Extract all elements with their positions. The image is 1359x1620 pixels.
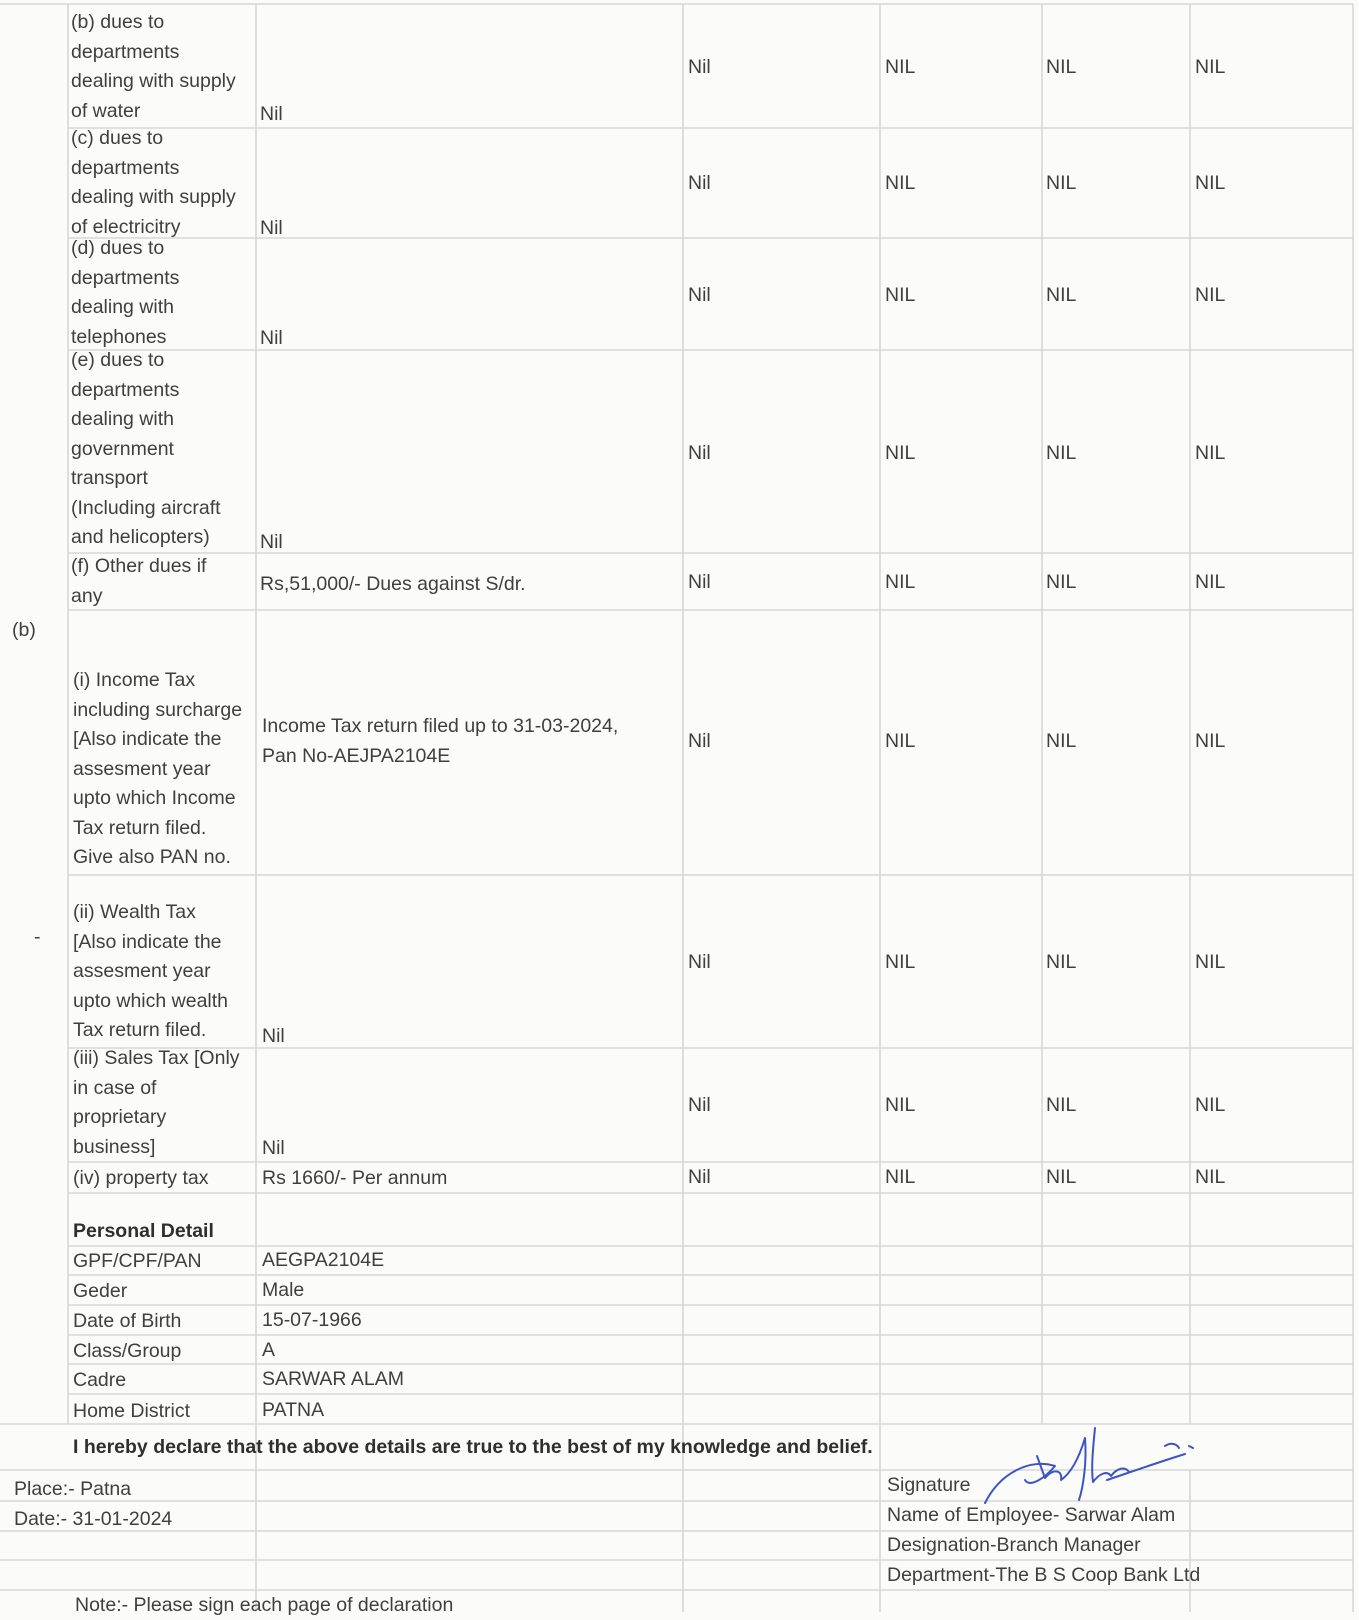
personal-value-gender: Male [262, 1279, 305, 1301]
date: Date:- 31-01-2024 [14, 1508, 173, 1530]
personal-label-pan: GPF/CPF/PAN [73, 1250, 202, 1272]
personal-label-district: Home District [73, 1400, 191, 1422]
row-cell-transport-c3: Nil [688, 442, 711, 464]
personal-label-cadre: Cadre [73, 1369, 127, 1391]
row-cell-electricity-c4: NIL [885, 172, 916, 194]
row-cell-telephones-c4: NIL [885, 284, 916, 306]
row-cell-electricity-c5: NIL [1046, 172, 1077, 194]
row-cell-water-c3: Nil [688, 56, 711, 78]
row-cell-wealth-tax-c5: NIL [1046, 951, 1077, 973]
row-cell-telephones-c6: NIL [1195, 284, 1226, 306]
personal-label-dob: Date of Birth [73, 1310, 182, 1332]
row-cell-wealth-tax-c3: Nil [688, 951, 711, 973]
row-cell-water-c5: NIL [1046, 56, 1077, 78]
signature-scribble [975, 1418, 1215, 1518]
personal-value-dob: 15-07-1966 [262, 1309, 362, 1331]
footer-note: Note:- Please sign each page of declaration [75, 1594, 454, 1616]
row-cell-telephones-c5: NIL [1046, 284, 1077, 306]
row-label-telephones: (d) dues to departments dealing with telephones [71, 237, 180, 348]
personal-detail-heading: Personal Detail [73, 1220, 214, 1242]
row-cell-income-tax-c3: Nil [688, 730, 711, 752]
row-cell-sales-tax-c3: Nil [688, 1094, 711, 1116]
row-cell-water-c6: NIL [1195, 56, 1226, 78]
row-cell-property-tax-c5: NIL [1046, 1166, 1077, 1188]
row-details-telephones: Nil [260, 327, 283, 349]
row-label-property-tax: (iv) property tax [73, 1167, 209, 1189]
row-details-water: Nil [260, 103, 283, 125]
personal-label-gender: Geder [73, 1280, 128, 1302]
row-details-income-tax: Income Tax return filed up to 31-03-2024, Pan No-AEJPA2104E [262, 715, 619, 767]
row-cell-property-tax-c4: NIL [885, 1166, 916, 1188]
signature-label: Signature [887, 1474, 971, 1496]
row-cell-telephones-c3: Nil [688, 284, 711, 306]
row-label-water: (b) dues to departments dealing with supply of water [71, 11, 236, 122]
row-cell-income-tax-c4: NIL [885, 730, 916, 752]
row-cell-other-c5: NIL [1046, 571, 1077, 593]
row-label-income-tax: (i) Income Tax including surcharge [Also indicate the assesment year upto which Income Tax return filed. Give also PAN no. [73, 669, 243, 868]
place: Place:- Patna [14, 1478, 132, 1500]
row-details-transport: Nil [260, 531, 283, 553]
designation: Designation-Branch Manager [887, 1534, 1141, 1556]
personal-value-class: A [262, 1339, 276, 1361]
row-label-wealth-tax: (ii) Wealth Tax [Also indicate the assesment year upto which wealth Tax return filed. [73, 901, 229, 1041]
row-cell-wealth-tax-c6: NIL [1195, 951, 1226, 973]
row-details-wealth-tax: Nil [262, 1025, 285, 1047]
row-cell-sales-tax-c6: NIL [1195, 1094, 1226, 1116]
row-details-sales-tax: Nil [262, 1137, 285, 1159]
row-label-sales-tax: (iii) Sales Tax [Only in case of proprietary business] [73, 1047, 240, 1158]
personal-value-district: PATNA [262, 1399, 325, 1421]
section-marker-b: (b) [12, 619, 36, 641]
personal-label-class: Class/Group [73, 1340, 182, 1362]
row-cell-income-tax-c6: NIL [1195, 730, 1226, 752]
department: Department-The B S Coop Bank Ltd [887, 1564, 1201, 1586]
row-label-electricity: (c) dues to departments dealing with supply of electricitry [71, 127, 236, 238]
personal-value-cadre: SARWAR ALAM [262, 1368, 404, 1390]
row-cell-income-tax-c5: NIL [1046, 730, 1077, 752]
row-cell-property-tax-c6: NIL [1195, 1166, 1226, 1188]
row-cell-other-c3: Nil [688, 571, 711, 593]
row-cell-sales-tax-c5: NIL [1046, 1094, 1077, 1116]
row-cell-transport-c5: NIL [1046, 442, 1077, 464]
declaration-text: I hereby declare that the above details are true to the best of my knowledge and belief. [73, 1436, 873, 1458]
row-cell-transport-c6: NIL [1195, 442, 1226, 464]
row-cell-water-c4: NIL [885, 56, 916, 78]
row-details-property-tax: Rs 1660/- Per annum [262, 1167, 448, 1189]
row-cell-sales-tax-c4: NIL [885, 1094, 916, 1116]
row-label-transport: (e) dues to departments dealing with government transport (Including aircraft and helicopters) [71, 349, 221, 548]
employee-name: Name of Employee- Sarwar Alam [887, 1504, 1176, 1526]
row-cell-electricity-c6: NIL [1195, 172, 1226, 194]
row-cell-other-c4: NIL [885, 571, 916, 593]
row-details-electricity: Nil [260, 217, 283, 239]
row-cell-other-c6: NIL [1195, 571, 1226, 593]
margin-dash: - [34, 926, 41, 948]
row-cell-transport-c4: NIL [885, 442, 916, 464]
row-cell-property-tax-c3: Nil [688, 1166, 711, 1188]
personal-value-pan: AEGPA2104E [262, 1249, 385, 1271]
row-details-other: Rs,51,000/- Dues against S/dr. [260, 573, 526, 595]
row-label-other: (f) Other dues if any [71, 555, 207, 607]
row-cell-wealth-tax-c4: NIL [885, 951, 916, 973]
row-cell-electricity-c3: Nil [688, 172, 711, 194]
